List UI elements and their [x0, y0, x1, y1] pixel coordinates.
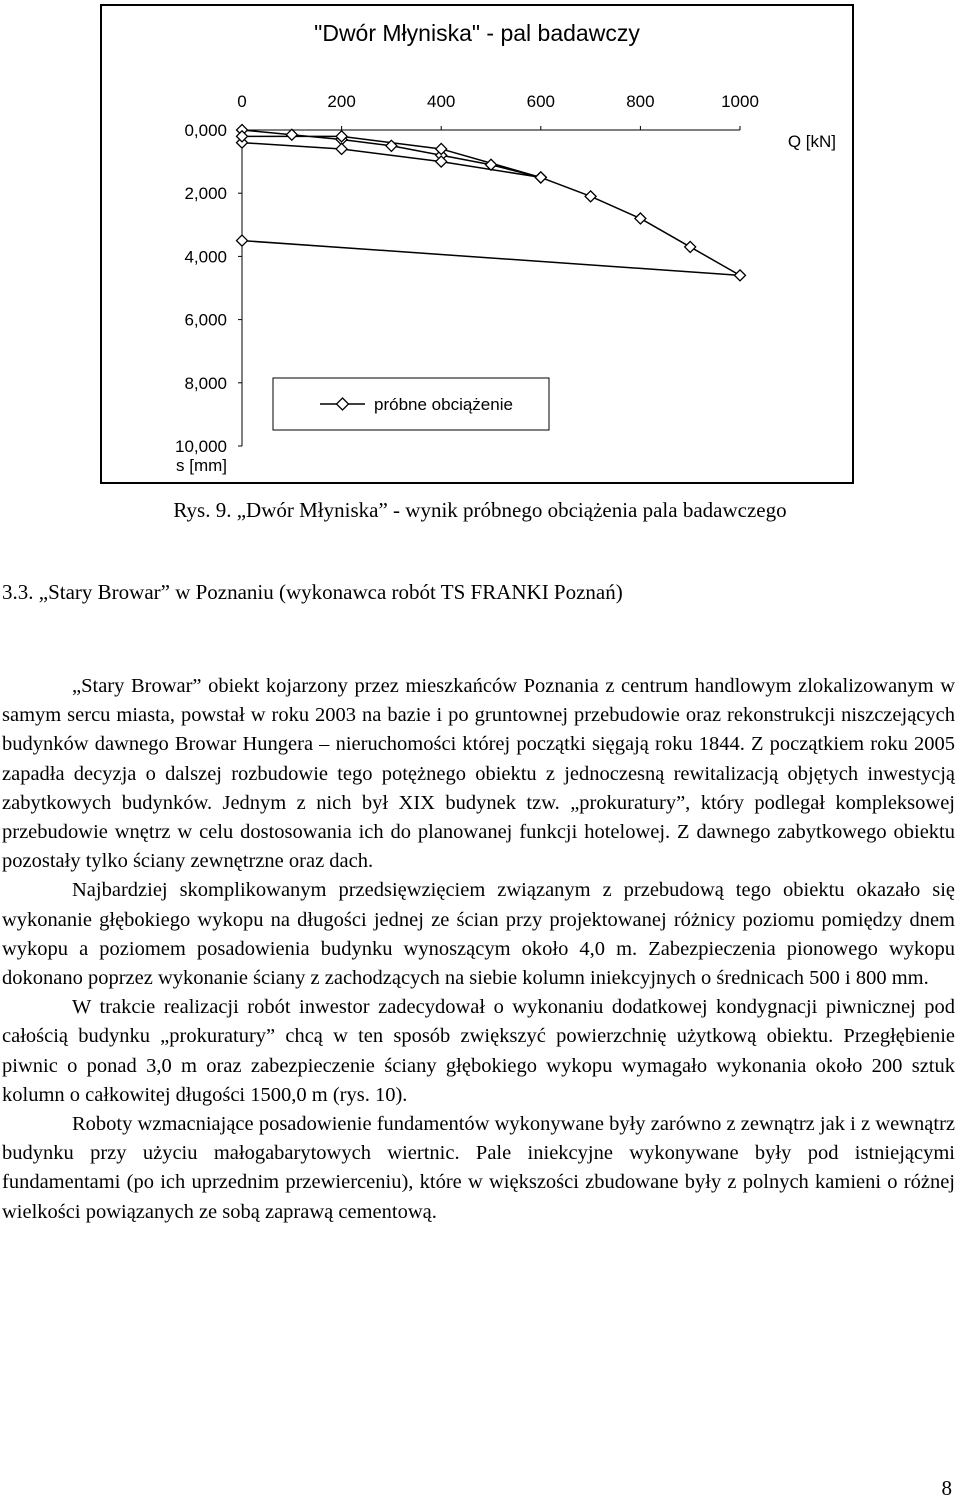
x-tick-label: 800 — [626, 92, 655, 111]
x-tick-label: 1000 — [721, 92, 759, 111]
x-tick-label: 400 — [427, 92, 456, 111]
paragraph-2: Najbardziej skomplikowanym przedsięwzięciem związanym z przebudową tego obiektu okazało się wykonanie głębokiego wykopu na długości jednej ze ścian przy projektowanej różnicy poziomu pomiędzy dnem wykopu a poziomem posadowienia budynku wynoszącym około 4,0 m. Zabezpieczenia pionowego wykopu dokonano poprzez wykonanie ściany z zachodzących na siebie kolumn iniekcyjnych o średnicach 500 i 800 mm. — [2, 879, 955, 990]
data-point — [336, 143, 347, 154]
y-tick-label: 4,000 — [184, 247, 227, 267]
figure-caption: Rys. 9. „Dwór Młyniska” - wynik próbnego obciążenia pala badawczego — [173, 498, 787, 522]
x-tick-label: 0 — [237, 92, 247, 111]
data-point — [286, 129, 297, 140]
legend-label: próbne obciążenie — [374, 395, 513, 414]
chart-title: "Dwór Młyniska" - pal badawczy — [314, 20, 640, 46]
x-tick-label: 200 — [327, 92, 356, 111]
y-tick-label: 0,000 — [184, 121, 227, 140]
y-tick-label: 8,000 — [184, 373, 227, 393]
x-tick-labels — [237, 92, 759, 130]
data-point — [585, 191, 596, 202]
x-tick-label: 600 — [526, 92, 555, 111]
y-tick-label: 10,000 — [175, 437, 227, 456]
data-point — [635, 213, 646, 224]
y-tick-label: 2,000 — [184, 184, 227, 204]
paragraph-1: „Stary Browar” obiekt kojarzony przez mieszkańców Poznania z centrum handlowym zlokalizowanym w samym sercu miasta, powstał w roku 2003 na bazie i po gruntownej przebudowie oraz rekonstrukcji niszczejących budynków dawnego Browar Hungera – nieruchomości której początki sięgają roku 1844. Z początkiem roku 2005 zapadła decyzja o dalszej rozbudowie tego potężnego obiektu z jednoczesną rewitalizacją objętych inwestycją zabytkowych budynków. Jednym z nich był XIX budynek tzw. „prokuratury”, który podlegał kompleksowej przebudowie wnętrz w celu dostosowania ich do planowanej funkcji hotelowej. Z dawnego zabytkowego obiektu pozostały tylko ściany zewnętrzne oraz dach. — [2, 675, 955, 873]
data-point — [535, 172, 546, 183]
paragraph-4: Roboty wzmacniające posadowienie fundamentów wykonywane były zarówno z zewnątrz jak i z wewnątrz budynku przy użyciu małogabarytowych wiertnic. Pale iniekcyjne wykonywane były pod istniejącymi fundamentami (po ich uprzednim przewierceniu), które w większości zbudowane były z polnych kamieni o różnej wielkości powiązanych ze sobą zaprawą cementową. — [2, 1113, 955, 1223]
y-tick-label: 6,000 — [184, 310, 227, 330]
y-axis-label: s [mm] — [176, 456, 227, 475]
chart-legend — [273, 378, 549, 430]
section-heading: 3.3. „Stary Browar” w Poznaniu (wykonawca robót TS FRANKI Poznań) — [2, 580, 623, 604]
y-tick-labels — [175, 121, 242, 456]
data-point — [685, 241, 696, 252]
page-number: 8 — [941, 1476, 952, 1500]
body-text — [2, 672, 955, 1227]
x-axis-label: Q [kN] — [787, 132, 836, 151]
series-line — [242, 130, 740, 275]
load-settlement-chart — [0, 0, 960, 500]
data-point — [735, 270, 746, 281]
data-point — [237, 235, 248, 246]
paragraph-3: W trakcie realizacji robót inwestor zadecydował o wykonaniu dodatkowej kondygnacji piwnicznej pod całością budynku „prokuratury” chcą w ten sposób zwiększyć powierzchnię użytkową obiektu. Przegłębienie piwnic o ponad 3,0 m oraz zabezpieczenie ściany głębokiego wykopu wymagało wykonania około 200 sztuk kolumn o całkowitej długości 1500,0 m (rys. 10). — [2, 996, 955, 1106]
series-layer — [237, 125, 746, 281]
